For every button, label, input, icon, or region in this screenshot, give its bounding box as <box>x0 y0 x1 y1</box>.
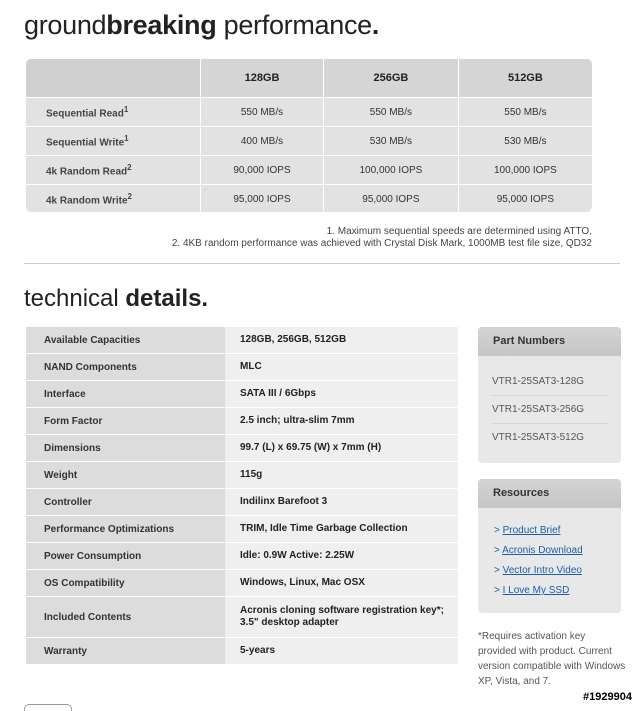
table-row: NAND Components MLC <box>26 354 458 381</box>
part-number: VTR1-25SAT3-256G <box>492 396 609 424</box>
part-numbers-box <box>478 327 621 463</box>
column-header: 128GB <box>201 59 324 98</box>
table-row: Interface SATA III / 6Gbps <box>26 381 458 408</box>
table-row: Dimensions 99.7 (L) x 69.75 (W) x 7mm (H) <box>26 435 458 462</box>
table-row: Weight 115g <box>26 462 458 489</box>
table-row: OS Compatibility Windows, Linux, Mac OSX <box>26 570 458 597</box>
column-header: 256GB <box>324 59 459 98</box>
resource-link-vector-intro-video[interactable]: > Vector Intro Video <box>494 565 582 576</box>
table-row: Warranty 5-years <box>26 638 458 665</box>
table-row: 4k Random Read$^2$ 90,000 IOPS 100,000 IOPS 100,000 IOPS <box>26 156 592 185</box>
table-row: Power Consumption Idle: 0.9W Active: 2.25W <box>26 543 458 570</box>
resources-box <box>478 479 621 613</box>
part-number: VTR1-25SAT3-128G <box>492 368 609 396</box>
footnotes: 1. Maximum sequential speeds are determined using ATTO, 2. 4KB random performance was achieved with Crystal Disk Mark, 1000MB test file size, QD32 <box>171 226 592 249</box>
table-row: Included Contents Acronis cloning software registration key*; 3.5" desktop adapter <box>26 597 458 638</box>
section-divider <box>24 263 620 264</box>
table-row: Controller Indilinx Barefoot 3 <box>26 489 458 516</box>
resource-link-i-love-my-ssd[interactable]: > I Love My SSD <box>494 585 570 596</box>
table-row: Form Factor 2.5 inch; ultra-slim 7mm <box>26 408 458 435</box>
part-numbers-title: Part Numbers <box>478 327 621 356</box>
performance-table <box>26 59 592 212</box>
column-header: 512GB <box>458 59 592 98</box>
resource-link-product-brief[interactable]: > Product Brief <box>494 525 561 536</box>
technical-heading: technical details. <box>24 285 209 312</box>
part-number: VTR1-25SAT3-512G <box>492 432 585 443</box>
watermark: #1929904 <box>583 691 632 703</box>
resources-title: Resources <box>478 479 621 508</box>
table-row: Sequential Write$^1$ 400 MB/s 530 MB/s 530 MB/s <box>26 127 592 156</box>
resource-link-acronis-download[interactable]: > Acronis Download <box>494 545 583 556</box>
activation-note: *Requires activation key provided with product. Current version compatible with Windows XP, Vista, and 7. <box>478 631 626 687</box>
performance-heading: groundbreaking performance. <box>24 10 380 40</box>
technical-table <box>26 327 458 665</box>
table-row: Available Capacities 128GB, 256GB, 512GB <box>26 327 458 354</box>
table-row: Performance Optimizations TRIM, Idle Time Garbage Collection <box>26 516 458 543</box>
table-row: Sequential Read$^1$ 550 MB/s 550 MB/s 550 MB/s <box>26 98 592 127</box>
table-row: 4k Random Write$^2$ 95,000 IOPS 95,000 IOPS 95,000 IOPS <box>26 185 592 213</box>
